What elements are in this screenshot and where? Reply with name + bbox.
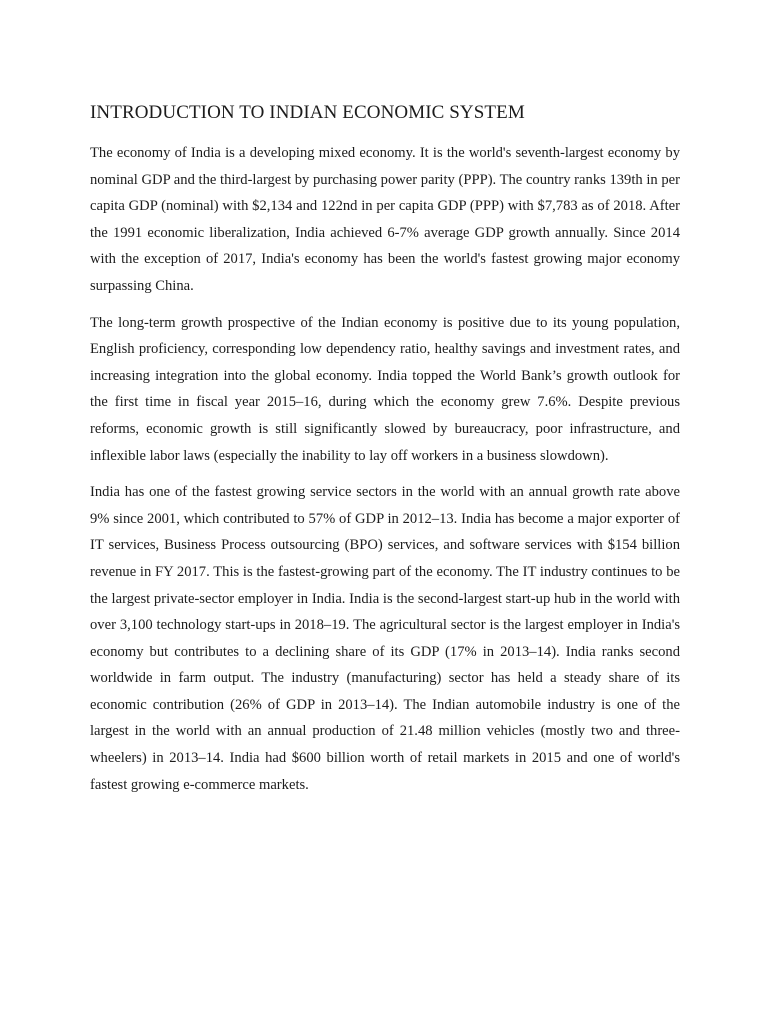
paragraph-sectors: India has one of the fastest growing service sectors in the world with an annual growth rate above 9% since 2001, which contributed to 57% of GDP in 2012–13. India has become a major exporter of IT services, Business Process outsourcing (BPO) services, and software services with $154 billion revenue in FY 2017. This is the fastest-growing part of the economy. The IT industry continues to be the largest private-sector employer in India. India is the second-largest start-up hub in the world with over 3,100 technology start-ups in 2018–19. The agricultural sector is the largest employer in India's economy but contributes to a declining share of its GDP (17% in 2013–14). India ranks second worldwide in farm output. The industry (manufacturing) sector has held a steady share of its economic contribution (26% of GDP in 2013–14). The Indian automobile industry is one of the largest in the world with an annual production of 21.48 million vehicles (mostly two and three-wheelers) in 2013–14. India had $600 billion worth of retail markets in 2015 and one of world's fastest growing e-commerce markets. (90, 484, 680, 793)
document-title: INTRODUCTION TO INDIAN ECONOMIC SYSTEM (90, 102, 525, 123)
paragraph-economy-overview: The economy of India is a developing mixed economy. It is the world's seventh-largest economy by nominal GDP and the third-largest by purchasing power parity (PPP). The country ranks 139th in per capita GDP (nominal) with $2,134 and 122nd in per capita GDP (PPP) with $7,783 as of 2018. After the 1991 economic liberalization, India achieved 6-7% average GDP growth annually. Since 2014 with the exception of 2017, India's economy has been the world's fastest growing major economy surpassing China. (90, 145, 680, 294)
paragraph-growth-prospective: The long-term growth prospective of the Indian economy is positive due to its young population, English proficiency, corresponding low dependency ratio, healthy savings and investment rates, and increasing integration into the global economy. India topped the World Bank’s growth outlook for the first time in fiscal year 2015–16, during which the economy grew 7.6%. Despite previous reforms, economic growth is still significantly slowed by bureaucracy, poor infrastructure, and inflexible labor laws (especially the inability to lay off workers in a business slowdown). (90, 314, 680, 464)
